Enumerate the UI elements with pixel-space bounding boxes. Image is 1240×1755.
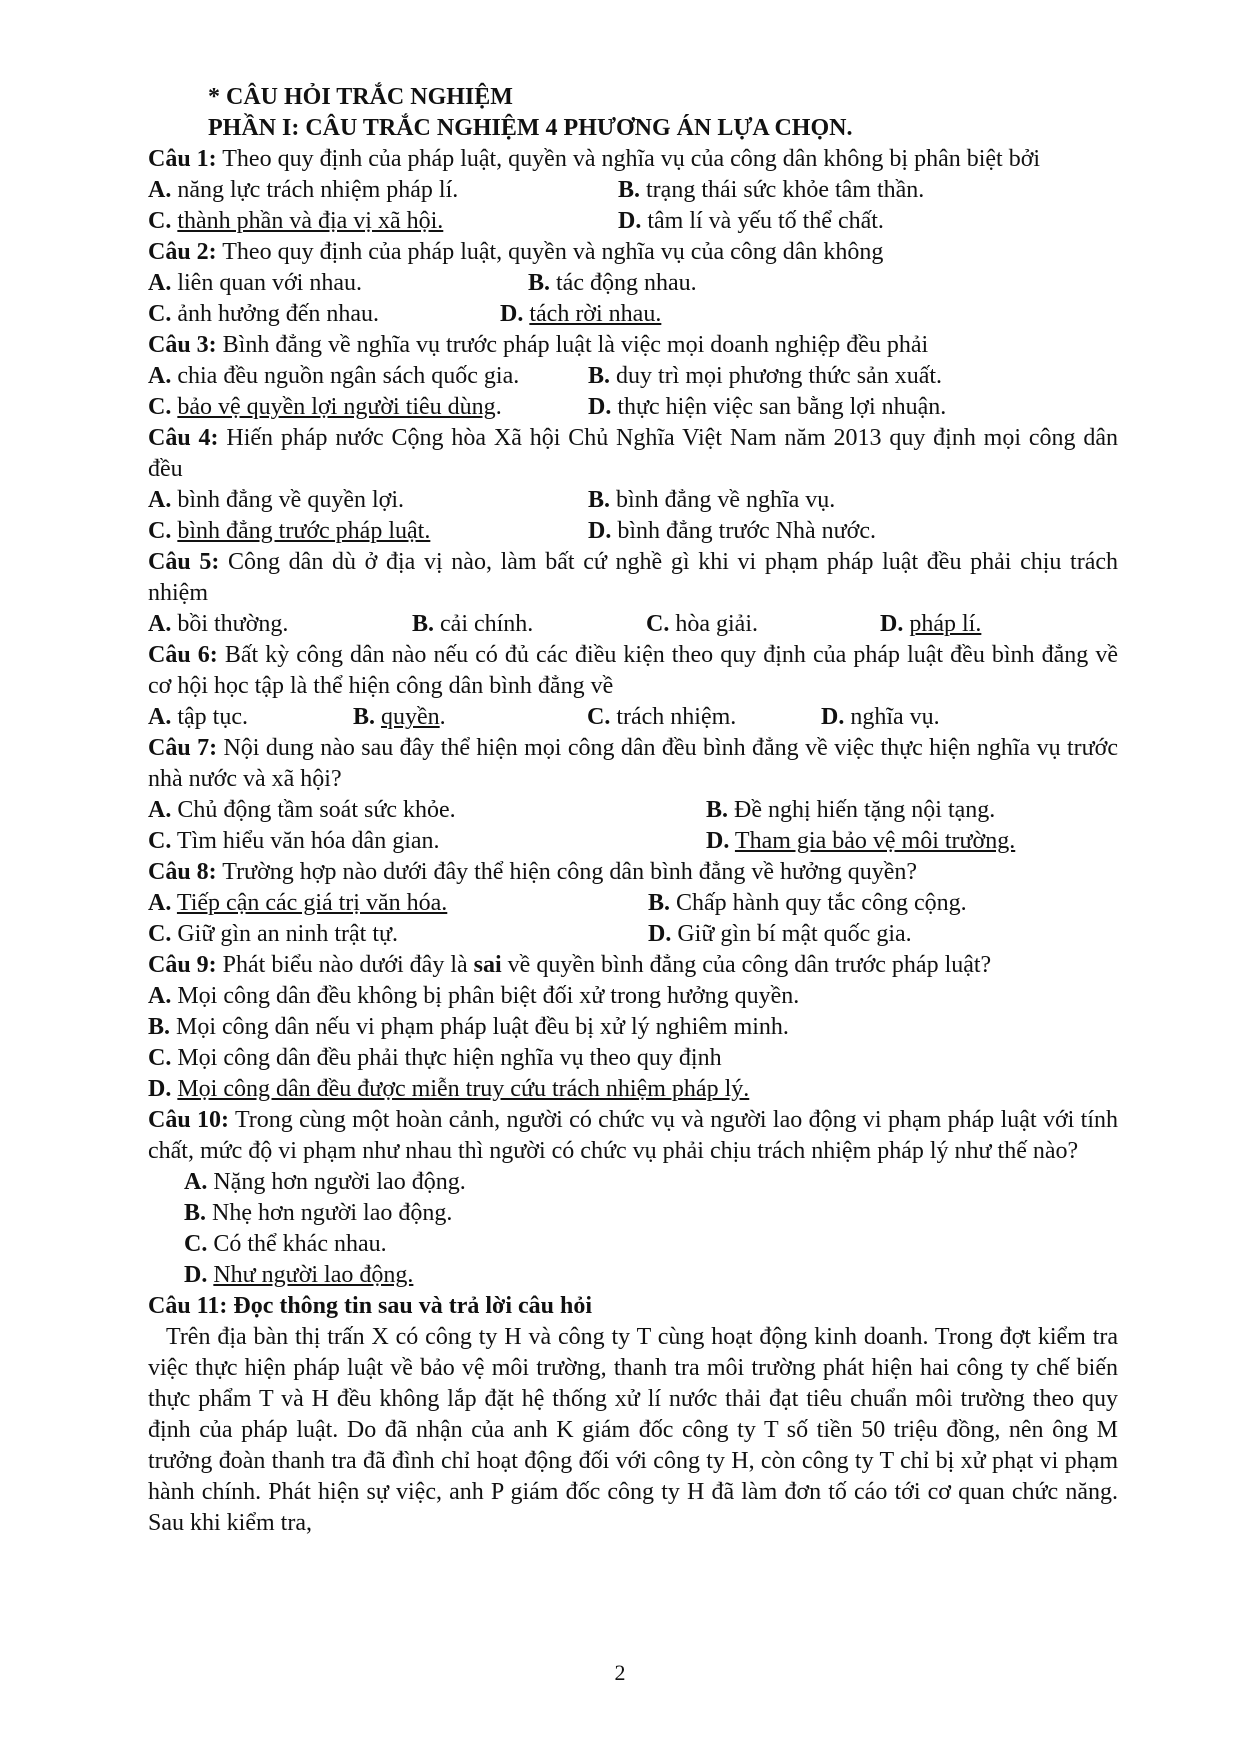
option-b: B. quyền.: [353, 704, 446, 730]
question-2-options-ab: [148, 268, 1118, 299]
option-b: B. trạng thái sức khỏe tâm thần.: [618, 177, 925, 203]
option-a: A. liên quan với nhau.: [148, 270, 362, 296]
section-heading-2: PHẦN I: CÂU TRẮC NGHIỆM 4 PHƯƠNG ÁN LỰA CHỌN.: [208, 115, 853, 141]
option-a: A. Mọi công dân đều không bị phân biệt đối xử trong hưởng quyền.: [148, 983, 800, 1009]
question-5-options: [148, 609, 1118, 640]
question-9: Câu 9: Phát biểu nào dưới đây là sai về quyền bình đẳng của công dân trước pháp luật?: [148, 952, 992, 978]
option-d: D. Mọi công dân đều được miễn truy cứu trách nhiệm pháp lý.: [148, 1076, 750, 1102]
question-8-options-ab: [148, 888, 1118, 919]
option-d: D. nghĩa vụ.: [821, 704, 940, 730]
option-c: C. Mọi công dân đều phải thực hiện nghĩa vụ theo quy định: [148, 1045, 722, 1071]
option-a: A. Tiếp cận các giá trị văn hóa.: [148, 890, 448, 916]
question-1-options-cd: [148, 206, 1118, 237]
option-c: C. bảo vệ quyền lợi người tiêu dùng.: [148, 394, 502, 420]
question-10: Câu 10: Trong cùng một hoàn cảnh, người có chức vụ và người lao động vi phạm pháp luật với tính chất, mức độ vi phạm như nhau thì người có chức vụ phải chịu trách nhiệm pháp lý như thế nào?: [148, 1107, 1119, 1164]
option-c: C. Có thể khác nhau.: [184, 1231, 387, 1257]
question-8: Câu 8: Trường hợp nào dưới đây thể hiện công dân bình đẳng về hưởng quyền?: [148, 859, 918, 885]
option-c: C. thành phần và địa vị xã hội.: [148, 208, 444, 234]
option-a: A. chia đều nguồn ngân sách quốc gia.: [148, 363, 520, 389]
question-3-options-ab: [148, 361, 1118, 392]
question-7-options-cd: [148, 826, 1118, 857]
option-d: D. Như người lao động.: [184, 1262, 414, 1288]
question-3-options-cd: [148, 392, 1118, 423]
page-number: 2: [614, 1660, 626, 1685]
option-a: A. bồi thường.: [148, 611, 289, 637]
section-heading-1: * CÂU HỎI TRẮC NGHIỆM: [208, 84, 513, 110]
option-a: A. Chủ động tầm soát sức khỏe.: [148, 797, 456, 823]
question-6: Câu 6: Bất kỳ công dân nào nếu có đủ các điều kiện theo quy định của pháp luật đều bình đẳng về cơ hội học tập là thể hiện công dân bình đẳng về: [148, 642, 1119, 699]
question-11-passage: Trên địa bàn thị trấn X có công ty H và công ty T cùng hoạt động kinh doanh. Trong đợt kiểm tra việc thực hiện pháp luật về bảo vệ môi trường, thanh tra môi trường phát hiện hai công ty chế biến thực phẩm T và H đều không lắp đặt hệ thống xử lí nước thải đạt tiêu chuẩn môi trường theo quy định của pháp luật. Do đã nhận của anh K giám đốc công ty T số tiền 50 triệu đồng, nên ông M trưởng đoàn thanh tra đã đình chỉ hoạt động đối với công ty H, còn công ty T chỉ bị xử phạt vi phạm hành chính. Phát hiện sự việc, anh P giám đốc công ty H đã làm đơn tố cáo tới cơ quan chức năng. Sau khi kiểm tra,: [148, 1324, 1118, 1536]
question-3: Câu 3: Bình đẳng về nghĩa vụ trước pháp luật là việc mọi doanh nghiệp đều phải: [148, 332, 929, 358]
option-a: A. Nặng hơn người lao động.: [184, 1169, 466, 1195]
option-d: D. Tham gia bảo vệ môi trường.: [706, 828, 1016, 854]
option-b: B. bình đẳng về nghĩa vụ.: [588, 487, 836, 513]
question-4: Câu 4: Hiến pháp nước Cộng hòa Xã hội Chủ Nghĩa Việt Nam năm 2013 quy định mọi công dân đều: [148, 425, 1119, 482]
option-c: C. bình đẳng trước pháp luật.: [148, 518, 431, 544]
option-a: A. năng lực trách nhiệm pháp lí.: [148, 177, 459, 203]
question-2-options-cd: [148, 299, 1118, 330]
option-b: B. cải chính.: [412, 611, 534, 637]
question-7: Câu 7: Nội dung nào sau đây thể hiện mọi công dân đều bình đẳng về việc thực hiện nghĩa vụ trước nhà nước và xã hội?: [148, 735, 1119, 792]
option-b: B. Nhẹ hơn người lao động.: [184, 1200, 453, 1226]
option-b: B. Đề nghị hiến tặng nội tạng.: [706, 797, 996, 823]
question-11: Câu 11: Đọc thông tin sau và trả lời câu hỏi: [148, 1293, 593, 1319]
question-1-options-ab: [148, 175, 1118, 206]
question-1: Câu 1: Theo quy định của pháp luật, quyền và nghĩa vụ của công dân không bị phân biệt bởi: [148, 146, 1041, 172]
option-b: B. Mọi công dân nếu vi phạm pháp luật đều bị xử lý nghiêm minh.: [148, 1014, 789, 1040]
option-b: B. tác động nhau.: [528, 270, 697, 296]
option-d: D. bình đẳng trước Nhà nước.: [588, 518, 877, 544]
question-5: Câu 5: Công dân dù ở địa vị nào, làm bất cứ nghề gì khi vi phạm pháp luật đều phải chịu trách nhiệm: [148, 549, 1119, 606]
option-d: D. pháp lí.: [880, 611, 982, 637]
option-d: D. thực hiện việc san bằng lợi nhuận.: [588, 394, 947, 420]
question-2: Câu 2: Theo quy định của pháp luật, quyền và nghĩa vụ của công dân không: [148, 239, 884, 265]
option-c: C. trách nhiệm.: [587, 704, 737, 730]
option-b: B. duy trì mọi phương thức sản xuất.: [588, 363, 943, 389]
option-c: C. Tìm hiểu văn hóa dân gian.: [148, 828, 440, 854]
question-4-options-cd: [148, 516, 1118, 547]
question-8-options-cd: [148, 919, 1118, 950]
option-d: D. tách rời nhau.: [500, 301, 662, 327]
option-d: D. Giữ gìn bí mật quốc gia.: [648, 921, 912, 947]
question-4-options-ab: [148, 485, 1118, 516]
option-b: B. Chấp hành quy tắc công cộng.: [648, 890, 967, 916]
option-c: C. hòa giải.: [646, 611, 758, 637]
option-a: A. bình đẳng về quyền lợi.: [148, 487, 404, 513]
option-a: A. tập tục.: [148, 704, 248, 730]
option-d: D. tâm lí và yếu tố thể chất.: [618, 208, 884, 234]
option-c: C. ảnh hưởng đến nhau.: [148, 301, 379, 327]
question-7-options-ab: [148, 795, 1118, 826]
option-c: C. Giữ gìn an ninh trật tự.: [148, 921, 398, 947]
question-6-options: [148, 702, 1118, 733]
